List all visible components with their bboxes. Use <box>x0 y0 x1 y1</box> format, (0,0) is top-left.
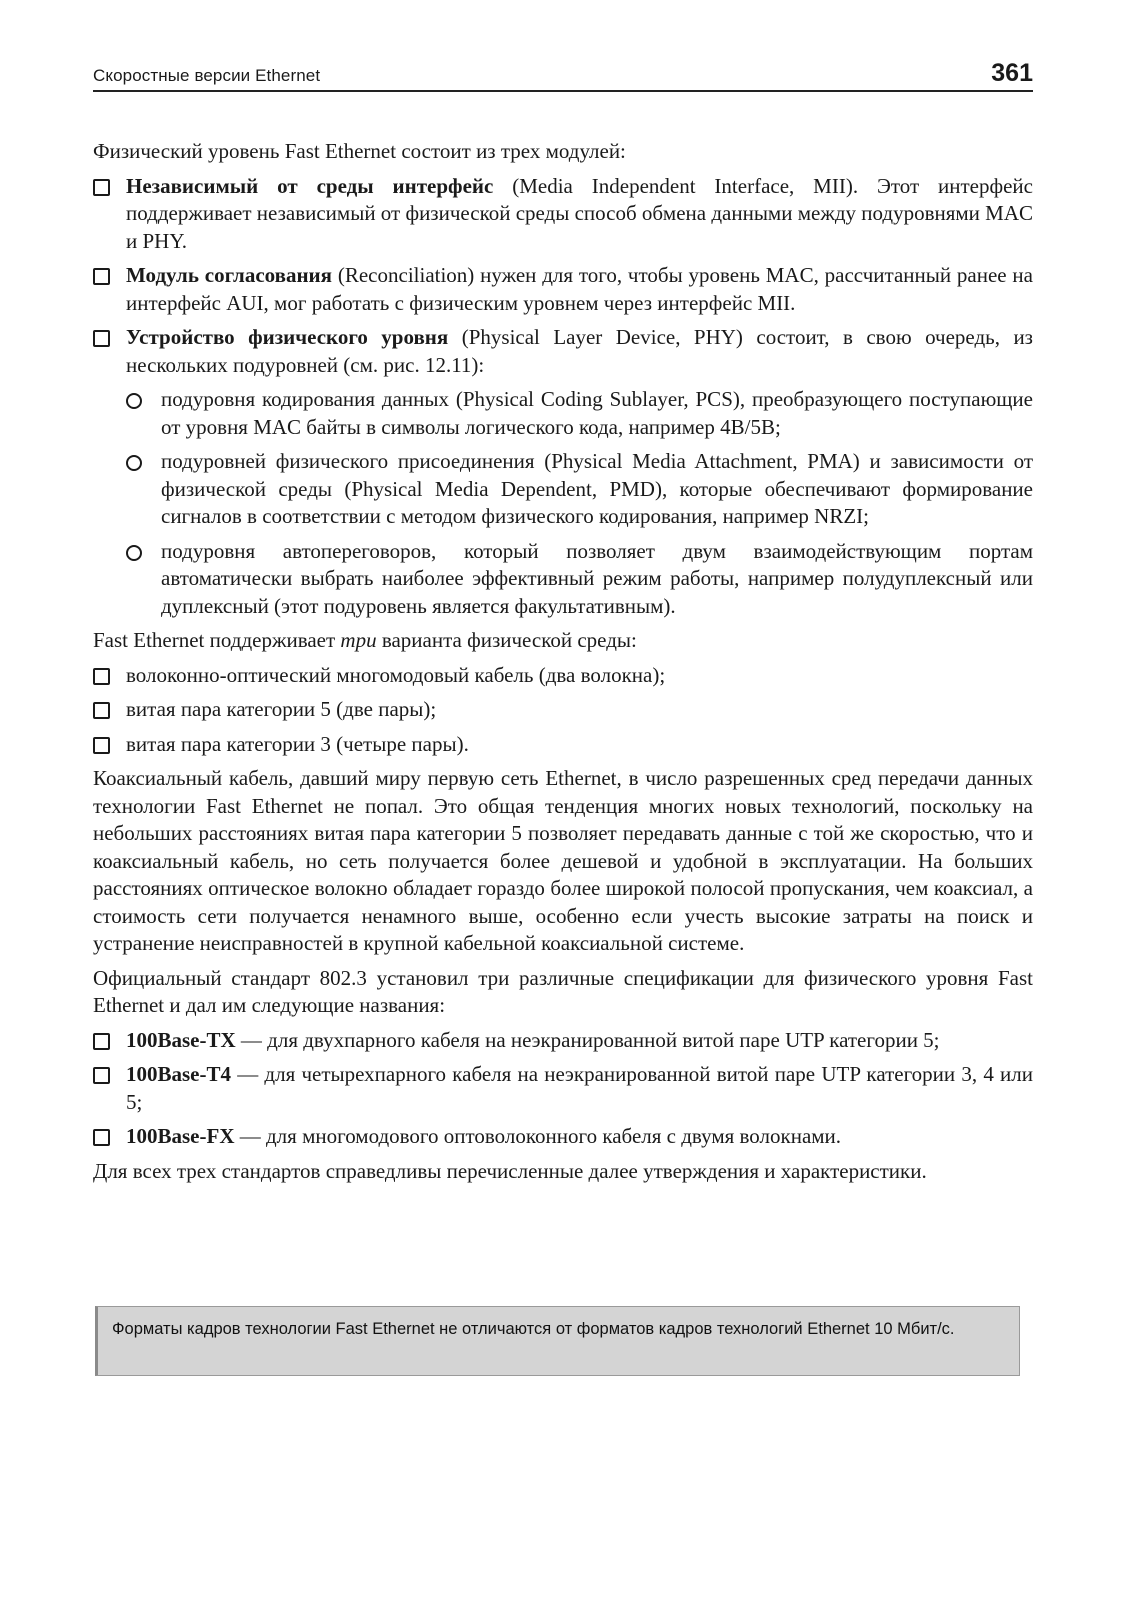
checkbox-bullet-icon <box>93 330 110 347</box>
checkbox-bullet-icon <box>93 179 110 196</box>
circle-bullet-icon <box>126 545 142 561</box>
sublayers-list <box>126 386 1033 620</box>
list-item <box>93 1123 1033 1151</box>
checkbox-bullet-icon <box>93 702 110 719</box>
spec-description: — для двухпарного кабеля на неэкранированной витой паре UTP категории 5; <box>235 1027 940 1052</box>
media-text: витая пара категории 3 (четыре пары). <box>126 731 469 756</box>
list-item <box>93 1061 1033 1116</box>
checkbox-bullet-icon <box>93 668 110 685</box>
emphasis: три <box>340 628 377 652</box>
checkbox-bullet-icon <box>93 268 110 285</box>
checkbox-bullet-icon <box>93 1033 110 1050</box>
spec-name: 100Base-TX <box>126 1027 236 1052</box>
checkbox-bullet-icon <box>93 1129 110 1146</box>
list-item <box>93 262 1033 317</box>
coax-paragraph: Коаксиальный кабель, давший миру первую сеть Ethernet, в число разрешенных сред передачи данных технологии Fast Ethernet не попал. Это общая тенденция многих новых технологий, поскольку на небольших расстояниях витая пара категории 5 позволяет передавать данные с той же скоростью, что и коаксиальный кабель, но сеть получается более дешевой и удобной в эксплуатации. На больших расстояниях оптическое волокно обладает гораздо более широкой полосой пропускания, чем коаксиал, а стоимость сети получается ненамного выше, особенно если учесть высокие затраты на поиск и устранение неисправностей в крупной кабельной коаксиальной системе. <box>93 766 1033 955</box>
media-intro-before: Fast Ethernet поддерживает <box>93 628 341 652</box>
standard-paragraph: Официальный стандарт 802.3 установил три различные спецификации для физического уровня Fast Ethernet и дал им следующие названия: <box>93 965 1033 1017</box>
page-number: 361 <box>991 59 1033 87</box>
media-intro-paragraph <box>93 627 1033 655</box>
modules-list <box>93 173 1033 621</box>
checkbox-bullet-icon <box>93 1067 110 1084</box>
term-description: (Reconciliation) нужен для того, чтобы уровень MAC, рассчитанный ранее на интерфейс AUI, мог работать с физическим уровнем через интерфейс MII. <box>126 263 1033 315</box>
list-item <box>93 662 1033 690</box>
term: Устройство физического уровня <box>126 325 449 349</box>
checkbox-bullet-icon <box>93 737 110 754</box>
circle-bullet-icon <box>126 455 142 471</box>
sublayer-text: подуровней физического присоединения (Physical Media Attachment, PMA) и зависимости от физической среды (Physical Media Dependent, PMD), которые обеспечивают формирование сигналов в соответствии с методом физического кодирования, например NRZI; <box>161 449 1033 528</box>
list-item <box>93 324 1033 620</box>
note-box <box>95 1306 1020 1376</box>
specs-list <box>93 1027 1033 1151</box>
page-header <box>93 60 1033 92</box>
media-intro-after: варианта физической среды: <box>376 628 637 652</box>
spec-name: 100Base-T4 <box>126 1062 231 1086</box>
term-description: (Physical Layer Device, PHY) состоит, в свою очередь, из нескольких подуровней (см. рис. 12.11): <box>126 325 1033 377</box>
media-text: волоконно-оптический многомодовый кабель (два волокна); <box>126 662 666 687</box>
term: Модуль согласования <box>126 263 333 287</box>
media-list <box>93 662 1033 759</box>
list-item <box>93 696 1033 724</box>
body-text <box>93 138 1033 1192</box>
closing-paragraph: Для всех трех стандартов справедливы перечисленные далее утверждения и характеристики. <box>93 1158 927 1183</box>
list-item <box>93 731 1033 759</box>
intro-paragraph: Физический уровень Fast Ethernet состоит из трех модулей: <box>93 139 626 163</box>
sublayer-text: подуровня кодирования данных (Physical Coding Sublayer, PCS), преобразующего поступающие от уровня MAC байты в символы логического кода, например 4B/5B; <box>161 387 1033 439</box>
term-description: (Media Independent Interface, MII). Этот интерфейс поддерживает независимый от физической среды способ обмена данными между подуровнями MAC и PHY. <box>126 173 1034 253</box>
circle-bullet-icon <box>126 393 142 409</box>
spec-name: 100Base-FX <box>126 1124 235 1148</box>
term: Независимый от среды интерфейс <box>126 173 494 198</box>
media-text: витая пара категории 5 (две пары); <box>126 697 437 721</box>
list-item <box>93 1027 1033 1055</box>
sublayer-text: подуровня автопереговоров, который позволяет двум взаимодействующим портам автоматически выбрать наиболее эффективный режим работы, например полудуплексный или дуплексный (этот подуровень является факультативным). <box>161 538 1033 618</box>
list-item <box>126 386 1033 441</box>
list-item <box>93 173 1033 256</box>
list-item <box>126 538 1033 621</box>
list-item <box>126 448 1033 531</box>
spec-description: — для многомодового оптоволоконного кабеля с двумя волокнами. <box>234 1124 842 1148</box>
note-text: Форматы кадров технологии Fast Ethernet не отличаются от форматов кадров технологий Ethernet 10 Мбит/с. <box>112 1320 955 1338</box>
spec-description: — для четырехпарного кабеля на неэкранированной витой паре UTP категории 3, 4 или 5; <box>126 1062 1033 1114</box>
running-title: Скоростные версии Ethernet <box>93 66 321 85</box>
